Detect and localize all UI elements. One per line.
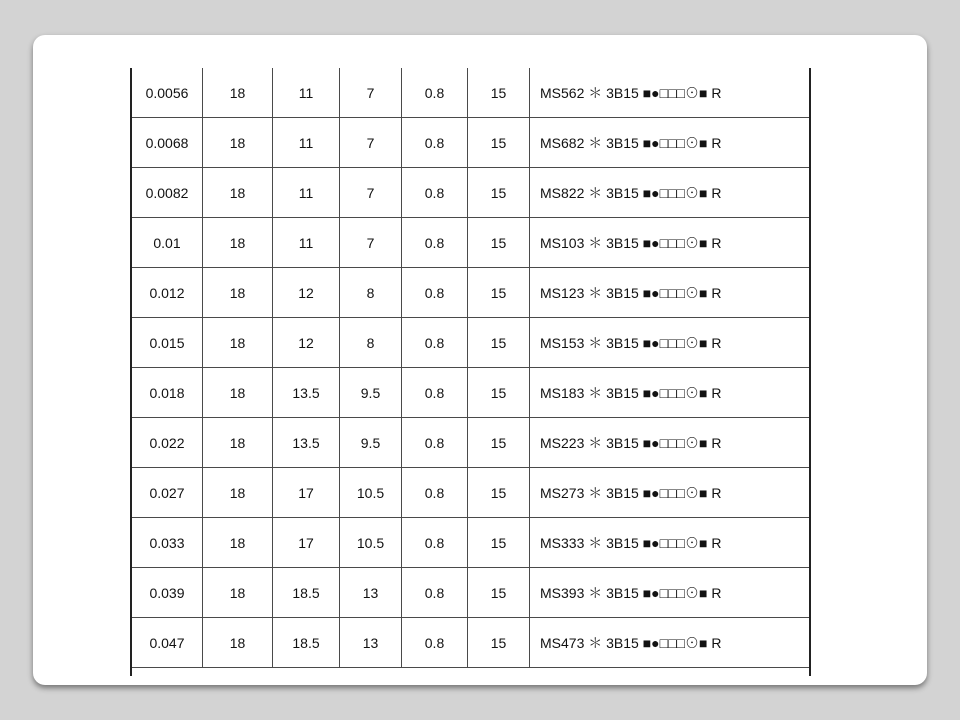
table-cell: 13.5	[273, 418, 340, 468]
table-cell: 15	[468, 468, 530, 518]
table-row	[132, 618, 811, 668]
part-code-cell: MS562 ＊ 3B15 ■●□□□⊙■ R	[530, 68, 811, 118]
table-cell: 18	[203, 418, 273, 468]
table-row	[132, 518, 811, 568]
table-cell: 0.8	[402, 168, 468, 218]
slide	[33, 35, 927, 685]
table-cell: 15	[468, 518, 530, 568]
table-cell: 0.8	[402, 518, 468, 568]
part-code-cell: MS393 ＊ 3B15 ■●□□□⊙■ R	[530, 568, 811, 618]
table-cell: 15	[468, 618, 530, 668]
table-cell: 18	[203, 218, 273, 268]
table-cell: 15	[468, 318, 530, 368]
table-cell: 11	[273, 68, 340, 118]
table-cell: 15	[468, 418, 530, 468]
table-cell: 0.8	[402, 368, 468, 418]
part-code-cell: MS153 ＊ 3B15 ■●□□□⊙■ R	[530, 318, 811, 368]
table-cell: 0.8	[402, 218, 468, 268]
table-cell: 15	[468, 368, 530, 418]
table-cell: 10.5	[340, 468, 402, 518]
table-cell: 13.5	[273, 368, 340, 418]
table-cell: 17	[273, 468, 340, 518]
part-code-cell: MS123 ＊ 3B15 ■●□□□⊙■ R	[530, 268, 811, 318]
table-cell: 0.047	[132, 618, 203, 668]
table-cell: 7	[340, 118, 402, 168]
table-cell: 18	[203, 468, 273, 518]
table-row	[132, 468, 811, 518]
table-row	[132, 168, 811, 218]
table-cell: 11	[273, 218, 340, 268]
table-cell: 13	[340, 618, 402, 668]
table-cell: 8	[340, 268, 402, 318]
table-cell: 0.0068	[132, 118, 203, 168]
table-cell: 0.8	[402, 318, 468, 368]
table-row	[132, 568, 811, 618]
table-cell: 0.8	[402, 468, 468, 518]
table-cell: 11	[273, 168, 340, 218]
table-row	[132, 218, 811, 268]
part-code-cell: MS333 ＊ 3B15 ■●□□□⊙■ R	[530, 518, 811, 568]
part-code-cell: MS103 ＊ 3B15 ■●□□□⊙■ R	[530, 218, 811, 268]
table-cell: 0.8	[402, 418, 468, 468]
part-code-cell: MS682 ＊ 3B15 ■●□□□⊙■ R	[530, 118, 811, 168]
table-cell: 0.033	[132, 518, 203, 568]
table-row	[132, 418, 811, 468]
table-cell: 18	[203, 518, 273, 568]
table-cell: 0.8	[402, 618, 468, 668]
table-cell: 0.8	[402, 118, 468, 168]
table-cell: 0.01	[132, 218, 203, 268]
table-cell: 0.8	[402, 268, 468, 318]
table-cell: 7	[340, 168, 402, 218]
table-cell: 15	[468, 68, 530, 118]
spec-table	[131, 68, 811, 668]
part-code-cell: MS183 ＊ 3B15 ■●□□□⊙■ R	[530, 368, 811, 418]
table-cell: 11	[273, 118, 340, 168]
table-cell: 18	[203, 368, 273, 418]
table-cell: 7	[340, 218, 402, 268]
table-row	[132, 368, 811, 418]
table-cell: 0.0056	[132, 68, 203, 118]
table-cell: 0.0082	[132, 168, 203, 218]
table-cell: 18	[203, 118, 273, 168]
part-code-cell: MS273 ＊ 3B15 ■●□□□⊙■ R	[530, 468, 811, 518]
table-cell: 0.027	[132, 468, 203, 518]
table-cell: 0.018	[132, 368, 203, 418]
table-row	[132, 268, 811, 318]
table-cell: 9.5	[340, 368, 402, 418]
table-cell: 18.5	[273, 568, 340, 618]
table-cell: 15	[468, 268, 530, 318]
table-cell: 0.015	[132, 318, 203, 368]
table-cell: 15	[468, 218, 530, 268]
table-cell: 18	[203, 268, 273, 318]
table-cell: 18	[203, 618, 273, 668]
table-cell: 0.012	[132, 268, 203, 318]
table-cell: 0.022	[132, 418, 203, 468]
table-cell: 18	[203, 68, 273, 118]
part-code-cell: MS223 ＊ 3B15 ■●□□□⊙■ R	[530, 418, 811, 468]
table-cell: 10.5	[340, 518, 402, 568]
table-cell: 15	[468, 568, 530, 618]
table-cell: 18	[203, 168, 273, 218]
table-cell: 12	[273, 318, 340, 368]
table-cell: 15	[468, 168, 530, 218]
spec-table-container	[130, 68, 811, 676]
table-cell: 0.8	[402, 68, 468, 118]
spec-table-body	[132, 68, 811, 668]
table-cell: 17	[273, 518, 340, 568]
table-cell: 0.8	[402, 568, 468, 618]
table-cell: 12	[273, 268, 340, 318]
table-cell: 0.039	[132, 568, 203, 618]
table-cell: 18	[203, 568, 273, 618]
part-code-cell: MS473 ＊ 3B15 ■●□□□⊙■ R	[530, 618, 811, 668]
part-code-cell: MS822 ＊ 3B15 ■●□□□⊙■ R	[530, 168, 811, 218]
table-row	[132, 68, 811, 118]
table-cell: 18.5	[273, 618, 340, 668]
table-row	[132, 118, 811, 168]
table-cell: 15	[468, 118, 530, 168]
table-cell: 13	[340, 568, 402, 618]
table-cell: 7	[340, 68, 402, 118]
table-cell: 9.5	[340, 418, 402, 468]
table-row	[132, 318, 811, 368]
table-cell: 8	[340, 318, 402, 368]
table-cell: 18	[203, 318, 273, 368]
